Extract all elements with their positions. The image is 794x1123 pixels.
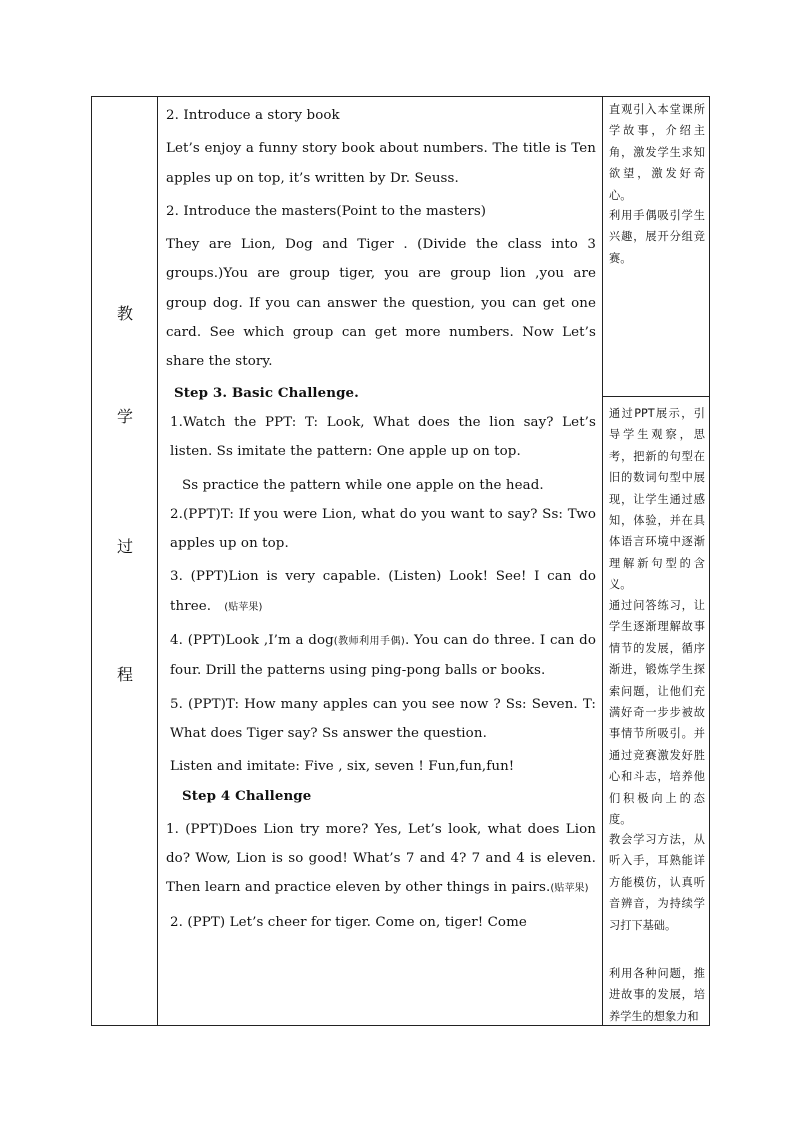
note-method: 教会学习方法，从听入手，耳熟能详方能模仿，认真听音辨音，为持续学习打下基础。	[609, 833, 705, 932]
step3-item-4-a: 4. (PPT)Look ,I’m a dog	[170, 633, 334, 649]
side-label-xue: 学	[116, 407, 133, 426]
side-label-cheng: 程	[116, 665, 133, 684]
step4-item-2: 2. (PPT) Let’s cheer for tiger. Come on, tiger! Come	[170, 914, 527, 930]
procedure-text	[166, 101, 596, 937]
intro-masters-heading: 2. Introduce the masters(Point to the masters)	[166, 203, 487, 219]
step3-item-4-b: . You can do three. I can do four. Drill the patterns using ping-pong balls or books.	[170, 633, 596, 679]
note-questions: 利用各种问题，推进故事的发展，培养学生的想象力和	[609, 967, 705, 1023]
side-label-jiao: 教	[116, 304, 133, 323]
procedure-column	[158, 97, 603, 1025]
intro-book-heading: 2. Introduce a story book	[166, 108, 340, 123]
step3-item-3-text: 3. (PPT)Lion is very capable. (Listen) Look! See! I can do three.	[170, 569, 596, 614]
step3-item-1: 1.Watch the PPT: T: Look, What does the lion say? Let’s listen. Ss imitate the pattern: One apple up on top.	[170, 414, 596, 460]
note-puppet: 利用手偶吸引学生兴趣，展开分组竞赛。	[609, 209, 705, 265]
lesson-plan-table	[91, 96, 710, 1026]
step3-item-2: 2.(PPT)T: If you were Lion, what do you want to say? Ss: Two apples up on top.	[170, 506, 596, 552]
step3-item-1b: Ss practice the pattern while one apple on the head.	[182, 477, 544, 493]
step4-heading: Step 4 Challenge	[182, 787, 312, 804]
step4-item-1	[166, 815, 596, 904]
intro-book-text: Let’s enjoy a funny story book about numbers. The title is Ten apples up on top, it’s written by Dr. Seuss.	[166, 141, 596, 186]
step3-item-5: 5. (PPT)T: How many apples can you see now ? Ss: Seven. T: What does Tiger say? Ss answer the question.	[170, 696, 596, 741]
step3-item-3	[166, 562, 596, 622]
note-intro: 直观引入本堂课所学故事，介绍主角，激发学生求知欲望，激发好奇心。	[609, 103, 705, 202]
notes-divider	[603, 396, 709, 397]
step4-item-1-note: (贴苹果)	[550, 883, 589, 895]
step4-item-1-text: 1. (PPT)Does Lion try more? Yes, Let’s look, what does Lion do? Wow, Lion is so good! What’s 7 and 4? 7 and 4 is eleven. Then learn and practice eleven by other things in pairs.	[166, 821, 596, 896]
notes-column	[603, 97, 709, 1025]
side-label-guo: 过	[116, 537, 133, 556]
intro-masters-text: They are Lion, Dog and Tiger . (Divide the class into 3 groups.)You are group tiger, you are group lion ,you are group dog. If you can answer the question, you can get one card. See which group can get more numbers. Now Let’s share the story.	[166, 237, 596, 370]
step3-item-4-note: (教师利用手偶)	[333, 636, 405, 648]
step3-item-4	[166, 626, 596, 686]
side-label-column	[92, 97, 158, 1025]
step3-item-3-note: (贴苹果)	[224, 601, 263, 613]
note-qa: 通过问答练习，让学生逐渐理解故事情节的发展，循序渐进，锻炼学生探索问题，让他们充满好奇一步步被故事情节所吸引。并通过竞赛激发好胜心和斗志，培养他们积极向上的态度。	[609, 599, 705, 827]
step3-heading: Step 3. Basic Challenge.	[174, 384, 359, 401]
step3-item-5b: Listen and imitate: Five , six, seven ! Fun,fun,fun!	[170, 759, 515, 775]
note-ppt: 通过PPT展示，引导学生观察，思考，把新的句型在旧的数词句型中展现，让学生通过感知，体验，并在具体语言环境中逐渐理解新句型的含义。	[609, 407, 705, 592]
